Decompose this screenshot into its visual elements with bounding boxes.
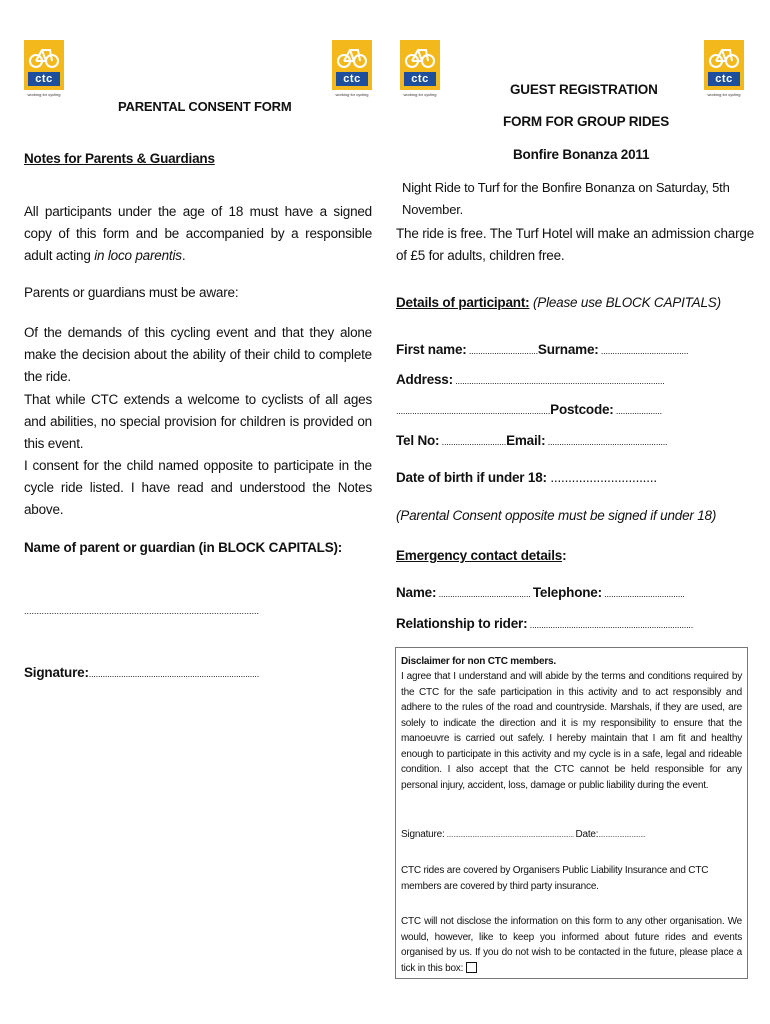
- participant-details-heading: Details of participant: (Please use BLOCK CAPITALS): [396, 295, 721, 310]
- ctc-logo: ctc working for cycling: [332, 40, 372, 100]
- event-title: Bonfire Bonanza 2011: [513, 147, 650, 162]
- notes-para-2: Parents or guardians must be aware:: [24, 285, 239, 300]
- guest-registration-title: GUEST REGISTRATION: [510, 82, 658, 97]
- privacy-note: CTC will not disclose the information on this form to any other organisation. We would, however, like to keep you informed about future rides and events organised by us. If you do not wish to be contacted in the future, please place a tick in this box:: [401, 916, 742, 974]
- bicycle-icon: [28, 44, 60, 70]
- postcode-row[interactable]: ...................................................................Postcode: ....................: [396, 402, 662, 417]
- disclaimer-text: I agree that I understand and will abide by the terms and conditions required by the CTC for the safe participation in this activity and to act responsibly and adhere to the rules of the road and countryside. Marshals, if they are used, are solely to indicate the direction and it is my responsibility to ensure that the manoeuvre is carried out safely. I hereby maintain that I am fit and healthy enough to participate in this activity and my cycle is in a safe, legal and rideable condition. I also accept that the CTC cannot be held responsible for any personal injury, accident, loss, damage or public liability during the event.: [401, 671, 742, 791]
- notes-heading: Notes for Parents & Guardians: [24, 151, 215, 166]
- admission-note: The ride is free. The Turf Hotel will make an admission charge of £5 for adults, children free.: [396, 226, 755, 263]
- relationship-field[interactable]: Relationship to rider: .......................................................................: [396, 616, 693, 631]
- event-subtitle: Night Ride to Turf for the Bonfire Bonanza on Saturday, 5th November.: [402, 180, 730, 217]
- address-field[interactable]: Address: ...........................................................................................: [396, 372, 665, 387]
- disclaimer-box: [395, 647, 748, 979]
- bicycle-icon: [404, 44, 436, 70]
- contact-row[interactable]: Tel No: ............................Email: ....................................................: [396, 433, 668, 448]
- notes-para-5: I consent for the child named opposite to participate in the cycle ride listed. I have read and understood the Notes above.: [24, 458, 372, 517]
- disclaimer-title: Disclaimer for non CTC members.: [401, 656, 556, 667]
- parental-consent-title: PARENTAL CONSENT FORM: [118, 99, 292, 114]
- ctc-logo: ctc working for cycling: [24, 40, 64, 100]
- opt-out-checkbox[interactable]: [466, 962, 477, 973]
- parent-signature-field[interactable]: Signature:..........................................................................: [24, 665, 260, 680]
- name-row[interactable]: First name: ..............................Surname: ......................................: [396, 342, 689, 357]
- parent-name-field[interactable]: ..............................................................................................: [24, 606, 260, 616]
- bicycle-icon: [708, 44, 740, 70]
- ctc-logo: ctc working for cycling: [704, 40, 744, 100]
- disclaimer-signature-row[interactable]: Signature: ......................................................................... Date:...........................: [401, 829, 646, 840]
- bicycle-icon: [336, 44, 368, 70]
- notes-para-4: That while CTC extends a welcome to cyclists of all ages and abilities, no special provision for children is provided on this event.: [24, 392, 372, 451]
- group-rides-title: FORM FOR GROUP RIDES: [503, 114, 670, 129]
- emergency-contact-row[interactable]: Name: ........................................ Telephone: ...................................: [396, 585, 685, 600]
- emergency-heading: Emergency contact details:: [396, 548, 567, 563]
- ctc-logo: ctc working for cycling: [400, 40, 440, 100]
- notes-para-3: Of the demands of this cycling event and that they alone make the decision about the ability of their child to complete the ride.: [24, 325, 372, 384]
- dob-field[interactable]: Date of birth if under 18: ..............................: [396, 470, 657, 485]
- parental-consent-note: (Parental Consent opposite must be signed if under 18): [396, 508, 717, 523]
- parent-name-label: Name of parent or guardian (in BLOCK CAPITALS):: [24, 540, 343, 555]
- insurance-note: CTC rides are covered by Organisers Public Liability Insurance and CTC members are covered by third party insurance.: [401, 865, 709, 892]
- notes-para-1: All participants under the age of 18 must have a signed copy of this form and be accompanied by a responsible adult acting in loco parentis.: [24, 204, 372, 263]
